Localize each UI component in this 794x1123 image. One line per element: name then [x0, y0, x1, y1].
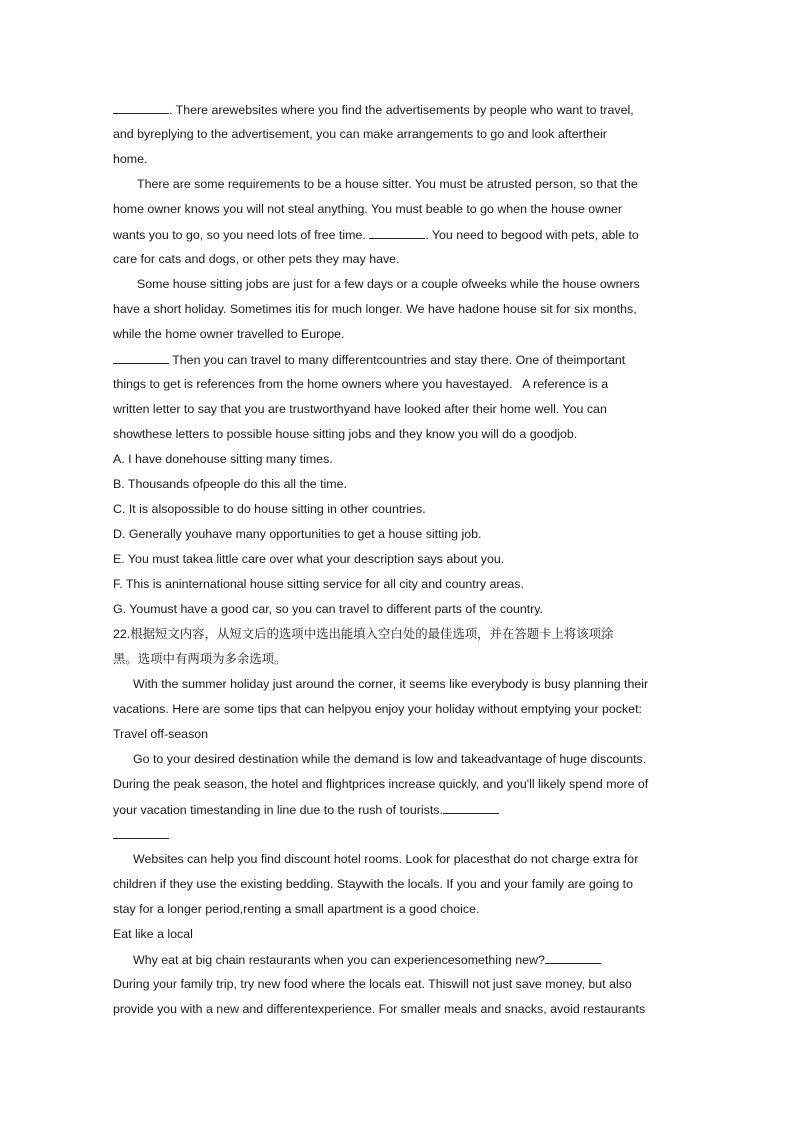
passage1-line: care for cats and dogs, or other pets they may have. [113, 252, 400, 266]
passage2-line: stay for a longer period,renting a small apartment is a good choice. [113, 902, 480, 916]
answer-blank [545, 951, 601, 964]
passage2-line: Websites can help you find discount hotel rooms. Look for placesthat do not charge extra for [133, 852, 639, 866]
option-f: F. This is aninternational house sitting service for all city and country areas. [113, 577, 524, 591]
passage2-line: During the peak season, the hotel and flightprices increase quickly, and you'll likely spend more of [113, 777, 649, 791]
passage1-line: while the home owner travelled to Europe. [113, 327, 345, 341]
option-e: E. You must takea little care over what your description says about you. [113, 552, 505, 566]
answer-blank [369, 226, 425, 239]
section-heading: Eat like a local [113, 927, 193, 941]
passage2-line: vacations. Here are some tips that can helpyou enjoy your holiday without emptying your pocket: [113, 702, 642, 716]
blank-line [113, 826, 169, 842]
passage2-line: children if they use the existing bedding. Staywith the locals. If you and your family are going to [113, 877, 634, 891]
passage2-line: Why eat at big chain restaurants when you can experiencesomething new? [133, 951, 601, 967]
option-g: G. Youmust have a good car, so you can travel to different parts of the country. [113, 602, 544, 616]
answer-blank [113, 826, 169, 839]
section-heading: Travel off-season [113, 727, 209, 741]
passage2-line: provide you with a new and differentexperience. For smaller meals and snacks, avoid restaurants [113, 1002, 646, 1016]
question-instruction: 22.根据短文内容，从短文后的选项中选出能填入空白处的最佳选项，并在答题卡上将该项涂 [113, 627, 614, 641]
passage1-line: showthese letters to possible house sitting jobs and they know you will do a goodjob. [113, 427, 578, 441]
option-b: B. Thousands ofpeople do this all the time. [113, 477, 347, 491]
answer-blank [113, 101, 169, 114]
passage1-line: and byreplying to the advertisement, you can make arrangements to go and look aftertheir [113, 127, 607, 141]
passage2-line: During your family trip, try new food where the locals eat. Thiswill not just save money, but also [113, 977, 632, 991]
option-c: C. It is alsopossible to do house sitting in other countries. [113, 502, 426, 516]
question-instruction: 黑。选项中有两项为多余选项。 [113, 652, 287, 666]
passage1-line: written letter to say that you are trustworthyand have looked after their home well. You can [113, 402, 607, 416]
option-a: A. I have donehouse sitting many times. [113, 452, 333, 466]
passage1-line: There are some requirements to be a house sitter. You must be atrusted person, so that the [137, 177, 638, 191]
passage1-line: Some house sitting jobs are just for a few days or a couple ofweeks while the house owners [137, 277, 640, 291]
answer-blank [113, 351, 169, 364]
passage2-line: With the summer holiday just around the corner, it seems like everybody is busy planning their [133, 677, 649, 691]
passage1-line: have a short holiday. Sometimes itis for much longer. We have hadone house sit for six months, [113, 302, 637, 316]
passage1-line: wants you to go, so you need lots of free time. . You need to begood with pets, able to [113, 228, 639, 242]
passage1-line: Then you can travel to many differentcountries and stay there. One of theimportant [113, 351, 625, 367]
passage2-line: your vacation timestanding in line due to the rush of tourists. [113, 801, 499, 817]
passage1-line: things to get is references from the home owners where you havestayed. A reference is a [113, 377, 609, 391]
answer-blank [443, 801, 499, 814]
passage1-line: . There arewebsites where you find the advertisements by people who want to travel, [113, 101, 634, 117]
passage2-line: Go to your desired destination while the demand is low and takeadvantage of huge discounts. [133, 752, 647, 766]
passage1-line: home owner knows you will not steal anything. You must beable to go when the house owner [113, 202, 623, 216]
passage1-line: home. [113, 152, 148, 166]
option-d: D. Generally youhave many opportunities to get a house sitting job. [113, 527, 482, 541]
